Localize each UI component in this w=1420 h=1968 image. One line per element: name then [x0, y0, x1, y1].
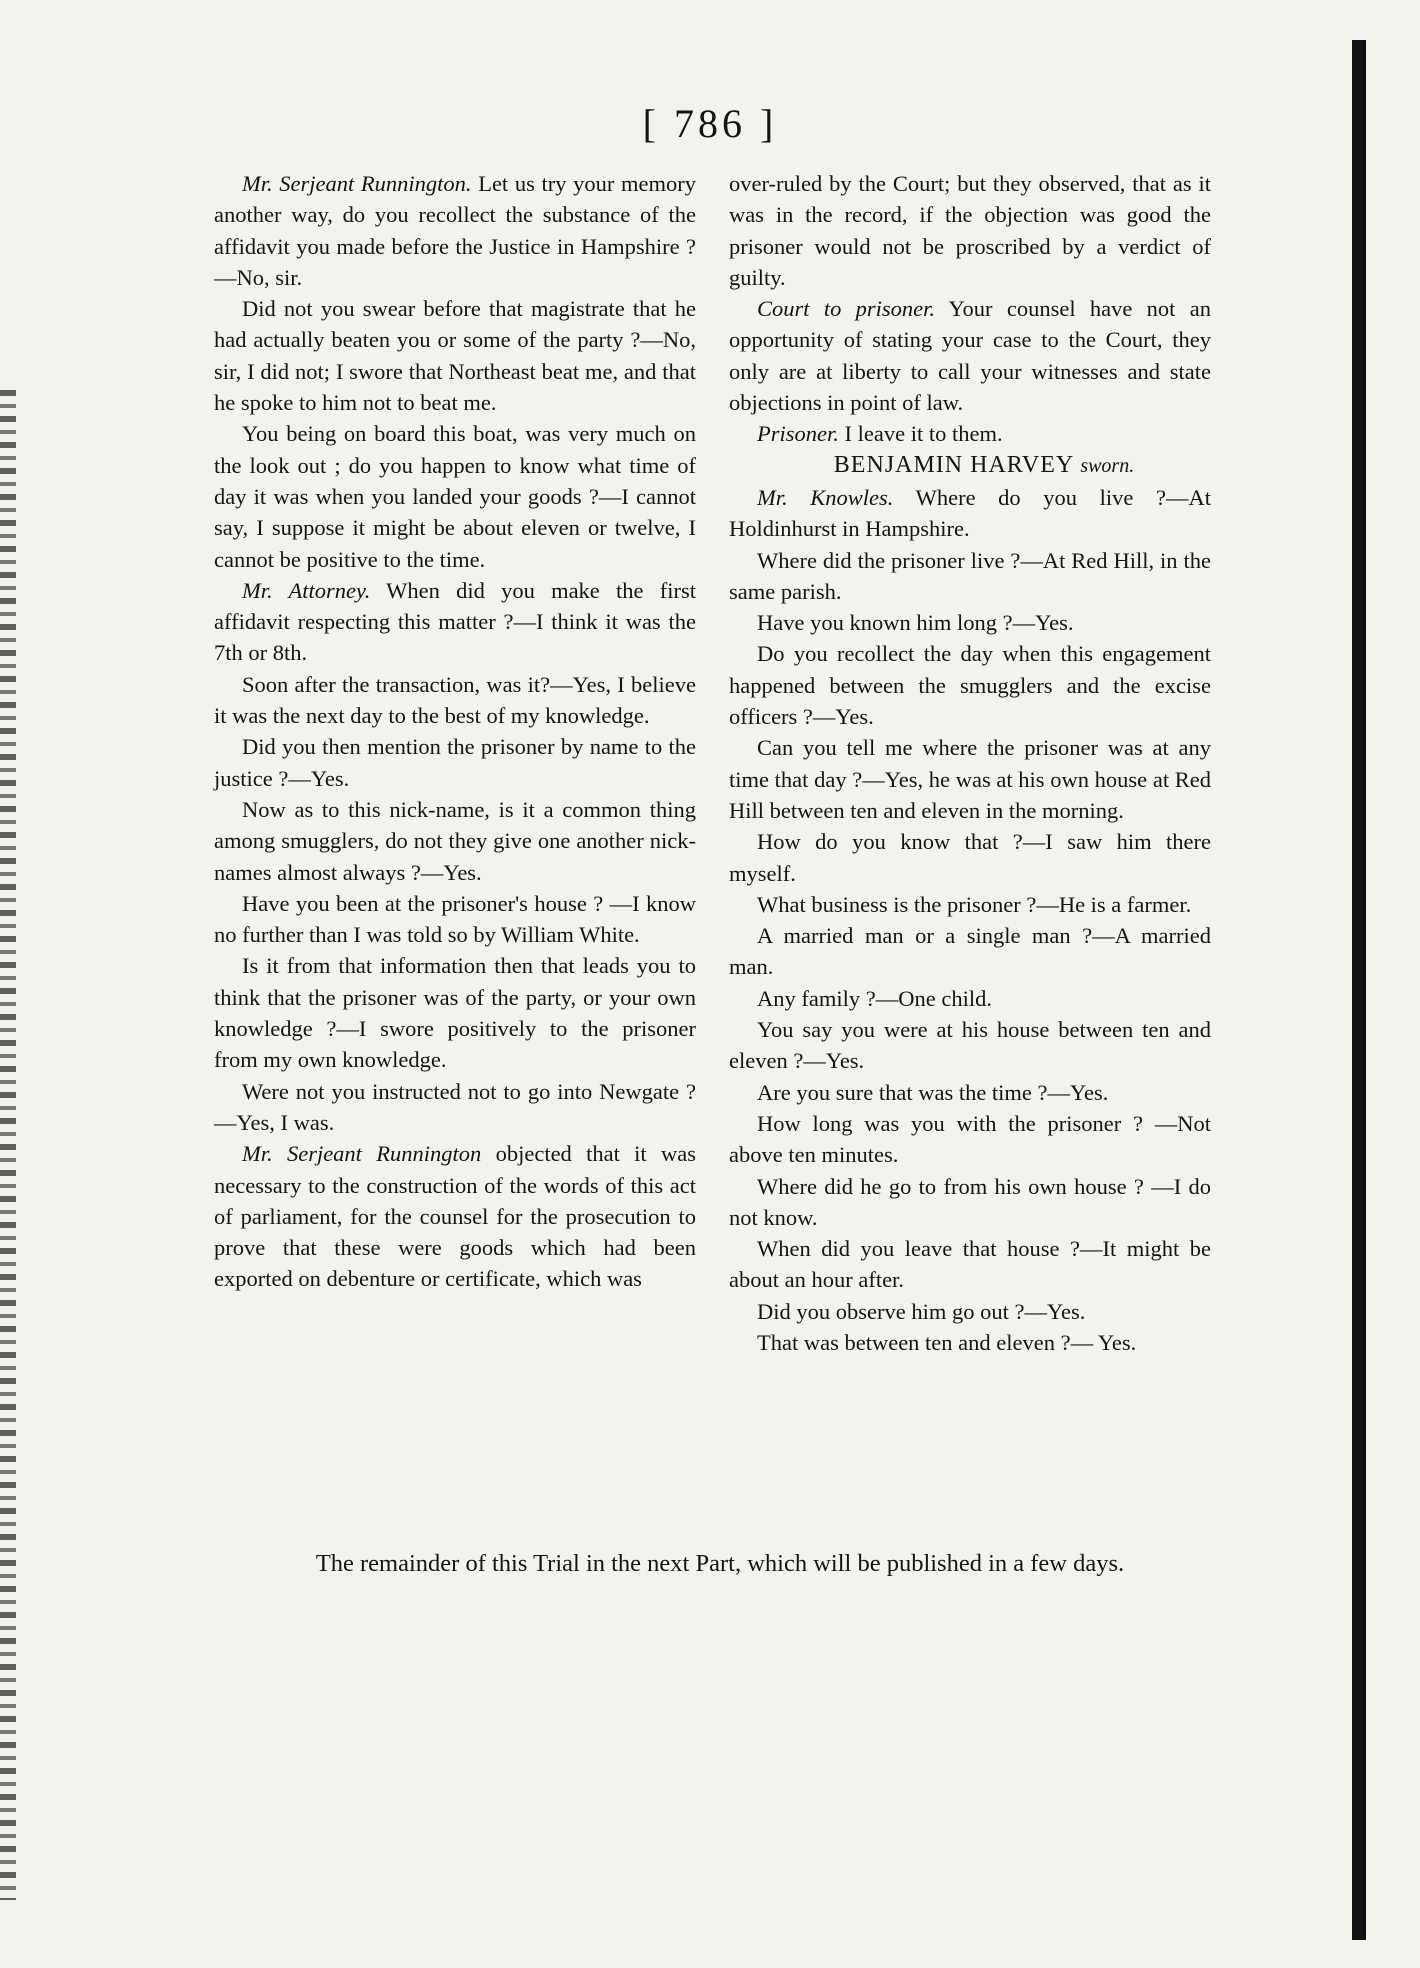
paragraph-text: objected that it was necessary to the construction of the words of this act of parliament, for the counsel for the prosecution to prove that these were goods which had been exported on debenture or certificate, which was [214, 1141, 697, 1292]
paragraph-text: Soon after the transaction, was it?—Yes, I believe it was the next day to the best of my knowledge. [214, 671, 696, 729]
paragraph-text: You being on board this boat, was very much on the look out ; do you happen to know what time of day it was when you landed your goods ?—I cannot say, I suppose it might be about eleven or twelve, I cannot be positive to the time. [214, 421, 696, 572]
right-column-before [729, 168, 1211, 450]
paragraph [214, 1076, 696, 1139]
right-column-after [729, 482, 1211, 1358]
scan-edge-bar [1352, 40, 1366, 1940]
paragraph-text: Is it from that information then that leads you to think that the prisoner was of the party, or your own knowledge ?—I swore positively to the prisoner from my own knowledge. [214, 953, 696, 1073]
paragraph [729, 418, 1211, 449]
footnote: The remainder of this Trial in the next Part, which will be published in a few days. [315, 1550, 1125, 1577]
paragraph [214, 794, 696, 888]
paragraph [729, 1327, 1211, 1358]
paragraph-text: You say you were at his house between ten and eleven ?—Yes. [729, 1017, 1211, 1074]
paragraph-text: Have you known him long ?—Yes. [757, 610, 1074, 636]
witness-sworn: sworn. [1080, 454, 1135, 477]
paragraph-text: over-ruled by the Court; but they observed, that as it was in the record, if the objection was good the prisoner would not be proscribed by a verdict of guilty. [729, 171, 1211, 290]
paragraph-text: Any family ?—One child. [757, 985, 992, 1011]
paragraph [729, 168, 1211, 293]
paragraph [729, 889, 1211, 920]
paragraph [729, 1171, 1211, 1234]
paragraph-text: Let us try your memory another way, do you recollect the substance of the affidavit you made before the Justice in Hampshire ?—No, sir. [214, 171, 697, 290]
speaker-label: Mr. Attorney. [242, 577, 371, 603]
speaker-label: Court to prisoner. [757, 296, 936, 322]
paragraph [729, 1108, 1211, 1171]
paragraph [729, 1014, 1211, 1077]
paragraph [214, 168, 696, 293]
paragraph-text: Now as to this nick-name, is it a common thing among smugglers, do not they give one another nick-names almost always ?—Yes. [214, 796, 696, 885]
paragraph [729, 920, 1211, 983]
paragraph [729, 983, 1211, 1014]
paragraph [729, 826, 1211, 889]
paragraph-text: Do you recollect the day when this engagement happened between the smugglers and the excise officers ?—Yes. [729, 641, 1211, 730]
speaker-label: Prisoner. [757, 421, 839, 447]
paragraph [729, 607, 1211, 638]
speaker-label: Mr. Knowles. [757, 484, 894, 510]
paragraph [729, 482, 1211, 545]
paragraph-text: How long was you with the prisoner ? —Not above ten minutes. [729, 1110, 1211, 1168]
paragraph [214, 293, 696, 418]
witness-name: BENJAMIN HARVEY [833, 451, 1074, 478]
paragraph [729, 732, 1211, 826]
paragraph-text: What business is the prisoner ?—He is a farmer. [757, 891, 1192, 917]
paragraph [214, 575, 696, 669]
paragraph-text: Are you sure that was the time ?—Yes. [757, 1079, 1109, 1105]
paragraph-text: Where did the prisoner live ?—At Red Hill, in the same parish. [729, 547, 1211, 604]
paragraph [729, 293, 1211, 418]
paragraph-text: Your counsel have not an opportunity of stating your case to the Court, they only are at liberty to call your witnesses and state objections in point of law. [729, 296, 1211, 416]
paragraph-text: When did you make the first affidavit respecting this matter ?—I think it was the 7th or 8th. [214, 577, 696, 666]
page-number: [ 786 ] [642, 101, 778, 146]
paragraph-text: Have you been at the prisoner's house ? —I know no further than I was told so by William White. [214, 890, 696, 948]
paragraph [729, 1296, 1211, 1327]
witness-heading [729, 450, 1211, 482]
paragraph-text: Can you tell me where the prisoner was at any time that day ?—Yes, he was at his own house at Red Hill between ten and eleven in the morning. [729, 735, 1211, 823]
paragraph-text: That was between ten and eleven ?— Yes. [757, 1329, 1137, 1355]
right-column [729, 168, 1211, 1358]
paragraph [729, 638, 1211, 732]
paragraph-text: A married man or a single man ?—A married man. [729, 923, 1211, 980]
paragraph [214, 418, 696, 574]
paragraph-text: Did you then mention the prisoner by name to the justice ?—Yes. [214, 734, 696, 791]
paragraph [214, 669, 696, 732]
binding-edge [0, 390, 16, 1900]
left-column [214, 168, 696, 1295]
speaker-label: Mr. Serjeant Runnington. [242, 171, 472, 196]
paragraph-text: I leave it to them. [838, 421, 1003, 447]
paragraph [729, 1233, 1211, 1296]
paragraph [214, 888, 696, 951]
paragraph-text: Where did he go to from his own house ? —I do not know. [729, 1173, 1211, 1230]
paragraph-text: Where do you live ?—At Holdinhurst in Hampshire. [729, 484, 1211, 542]
paragraph-text: How do you know that ?—I saw him there myself. [729, 829, 1211, 886]
paragraph [729, 545, 1211, 608]
paragraph-text: Did not you swear before that magistrate that he had actually beaten you or some of the party ?—No, sir, I did not; I swore that Northeast beat me, and that he spoke to him not to beat me. [214, 296, 696, 416]
paragraph-text: Did you observe him go out ?—Yes. [757, 1298, 1086, 1324]
paragraph [729, 1077, 1211, 1108]
paragraph-text: Were not you instructed not to go into Newgate ?—Yes, I was. [214, 1078, 696, 1135]
speaker-label: Mr. Serjeant Runnington [242, 1141, 482, 1167]
paragraph [214, 1138, 696, 1294]
paragraph [214, 950, 696, 1075]
paragraph [214, 731, 696, 794]
paragraph-text: When did you leave that house ?—It might be about an hour after. [729, 1236, 1211, 1293]
